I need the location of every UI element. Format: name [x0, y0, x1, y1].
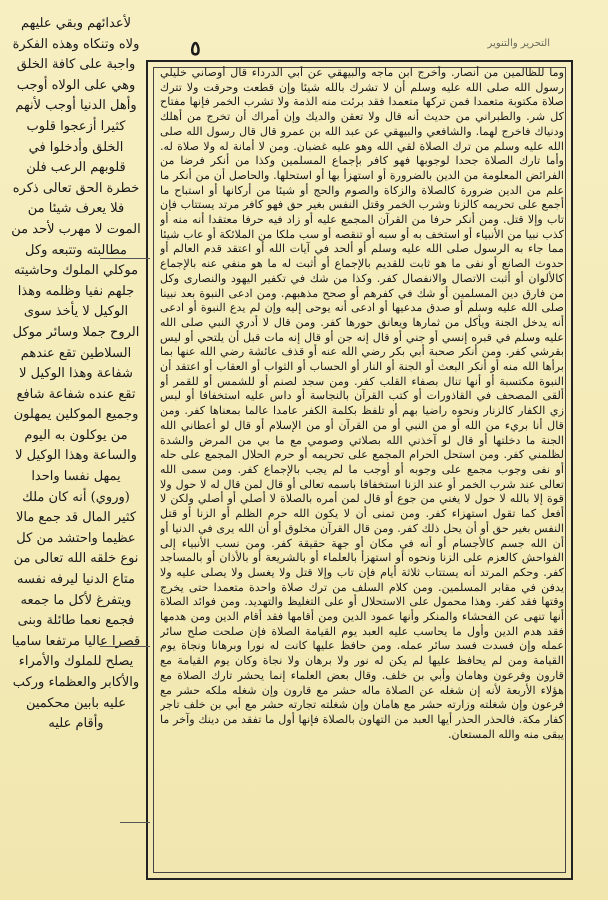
page-number: ٥ — [190, 36, 201, 60]
margin-commentary-text: لأعدائهم وبقي عليهم ولاه وتنكاه وهذه الفكرة واجبة على كافة الخلق وهي على الولاه أوجب وأهل الدنيا أوجب لأنهم كثيرا أزعجوا قلوب الخلق وأدخلوا في قلوبهم الرعب فلن خطرة الحق تعالى ذكره فلا يعرف شيئا من الموت لا مهرب لأحد من مطالبته وتتبعه وكل موكلي الملوك وحاشيته جلهم نفيا وظلمه وهذا الوكيل لا يأخذ سوى الروح جملا وسائر موكل السلاطين تقع عندهم شفاعة وهذا الوكيل لا تقع عنده شفاعة شافع وجميع الموكلين يمهلون من يوكلون به اليوم والساعة وهذا الوكيل لا يمهل نفسا واحدا (وروي) أنه كان ملك كثير المال قد جمع مالا عظيما واحتشد من كل نوع خلقه الله تعالى من متاع الدنيا ليرفه نفسه ويتفرغ لأكل ما جمعه فجمع نعما طائلة وبنى قصرا عاليا مرتفعا ساميا يصلح للملوك والأمراء والأكابر والعظماء وركب عليه بابين محكمين وأقام عليه — [11, 16, 141, 732]
margin-leader-line — [120, 822, 150, 823]
main-text-paragraph: وما للظالمين من أنصار. وأخرج ابن ماجه والبيهقي عن أبي الدرداء قال أوصاني خليلي رسول الله صلى الله عليه وسلم أن لا تشرك بالله شيئا وإن قطعت وحرقت ولا تترك صلاة مكتوبة متعمدا فمن تركها متعمدا فقد برئت منه الذمة ولا تشرب الخمر فإنها مفتاح كل شر. والطبراني من حديث أنه قال ولا تعقن والديك وإن أمراك أن تخرج من أهلك ودنياك فاخرج لهما. والشافعي والبيهقي عن عبد الله بن عمرو قال قال رسول الله صلى الله عليه وسلم من ترك الصلاة لقي الله وهو عليه غضبان. ومن لا أمانة له ولا صلاة له. وأما تارك الصلاة جحدا لوجوبها فهو كافر بإجماع المسلمين وكذا من أنكر فرضا من الفرائض المعلومة من الدين بالضرورة أو استهزأ بها أو استحلها. والحاصل أن من أنكر ما علم من الدين ضرورة كالصلاة والزكاة والصوم والحج أو شيئا من أركانها أو استباح ما أجمع على تحريمه كالزنا وشرب الخمر وقتل النفس بغير حق فهو كافر مرتد يستتاب فإن تاب وإلا قتل. ومن أنكر حرفا من القرآن المجمع عليه أو زاد فيه حرفا معتقدا أنه منه أو كذب نبيا من الأنبياء أو استخف به أو سبه أو تنقصه أو سب ملكا من الملائكة أو عاب شيئا مما جاء به الرسول صلى الله عليه وسلم أو ألحد في آيات الله أو اعتقد قدم العالم أو حدوث الصانع أو نفى ما هو ثابت للقديم بالإجماع أو أثبت له ما هو منفي عنه بالإجماع كالألوان أو أثبت الاتصال والانفصال كفر. وكذا من شك في تكفير اليهود والنصارى وكل من فارق دين المسلمين أو شك في كفرهم أو صحح مذهبهم. ومن ادعى النبوة بعد نبينا صلى الله عليه وسلم أو صدق مدعيها أو ادعى أنه يوحى إليه وإن لم يدع النبوة أو ادعى أنه يدخل الجنة ويأكل من ثمارها ويعانق حورها كفر. ومن قال لا أدري النبي صلى الله عليه وسلم في قبره إنسي أو جني أو قال إنه جن أو قال إنه مات قبل أن يلتحي أو ليس بقرشي كفر. ومن أنكر صحبة أبي بكر رضي الله عنه أو قذف عائشة رضي الله عنها بما برأها الله منه أو أنكر البعث أو الجنة أو النار أو الحساب أو الثواب أو العقاب أو اعتقد أن النبوة مكتسبة أو أنها تنال بصفاء القلب كفر. ومن سجد لصنم أو للشمس أو للقمر أو ألقى المصحف في القاذورات أو كتب القرآن بالنجاسة أو داس عليه استخفافا أو لبس زي الكفار كالزنار ونحوه راضيا بهم أو تلفظ بكلمة الكفر عامدا عالما بمعناها كفر. ومن قال أنا بريء من الله أو من النبي أو من القرآن أو من الإسلام أو قال لو أعطاني الله الجنة ما دخلتها أو قال لو آخذني الله بصلاتي وصومي مع ما بي من المرض والشدة لظلمني كفر. ومن استحل الحرام المجمع على تحريمه أو حرم الحلال المجمع على حله أو نفى وجوب مجمع على وجوبه أو أوجب ما لم يجب بالإجماع كفر. ومن سمى الله تعالى عند شرب الخمر أو عند الزنا استخفافا باسمه تعالى أو قال لمن قال له لا حول ولا قوة إلا بالله لا حول لا يغني من جوع أو قال لمن أمره بالصلاة لا أصلي أو أصلي ولكن لا أفعل كما تقول استهزاء كفر. ومن تمنى أن لا يكون الله حرم الظلم أو الزنا أو قتل النفس بغير حق أو أن يحل ذلك كفر. ومن قال القرآن مخلوق أو أن الله يرى في الدنيا أو أن الله جسم كالأجسام أو أنه في مكان أو جهة حقيقة كفر. ومن نسب الأنبياء إلى الفواحش كالعزم على الزنا ونحوه أو استهزأ بالعلماء أو بالشريعة أو بالأذان أو بالمساجد كفر. وحكم المرتد أنه يستتاب ثلاثة أيام فإن تاب وإلا قتل ولا يغسل ولا يصلى عليه ولا يدفن في مقابر المسلمين. ومن كلام السلف من ترك صلاة واحدة متعمدا حتى يخرج وقتها فقد كفر. وهذا محمول على الاستحلال أو على التغليظ والتهديد. ومن فوائد الصلاة أنها تنهى عن الفحشاء والمنكر وأنها عمود الدين ومن أقامها فقد أقام الدين ومن هدمها فقد هدم الدين وأول ما يحاسب عليه العبد يوم القيامة الصلاة فإن صلحت صلح سائر عمله وإن فسدت فسد سائر عمله. ومن حافظ عليها كانت له نورا وبرهانا ونجاة يوم القيامة ومن لم يحافظ عليها لم يكن له نور ولا برهان ولا نجاة وكان يوم القيامة مع قارون وفرعون وهامان وأبي بن خلف. وقال بعض العلماء إنما يحشر تارك الصلاة مع هؤلاء الأربعة لأنه إن شغله عن الصلاة ماله حشر مع قارون وإن شغله ملكه حشر مع فرعون وإن شغلته وزارته حشر مع هامان وإن شغلته تجارته حشر مع أبي بن خلف تاجر كفار مكة. فالحذر الحذر أيها العبد من التهاون بالصلاة فإنها أول ما تفقد من دينك وآخر ما يبقى منه والله المستعان. — [160, 66, 564, 741]
margin-commentary — [10, 14, 142, 884]
running-title: التحرير والتنوير — [487, 38, 550, 49]
margin-leader-line — [100, 258, 150, 259]
main-text-block — [160, 66, 564, 872]
margin-leader-line — [100, 646, 150, 647]
